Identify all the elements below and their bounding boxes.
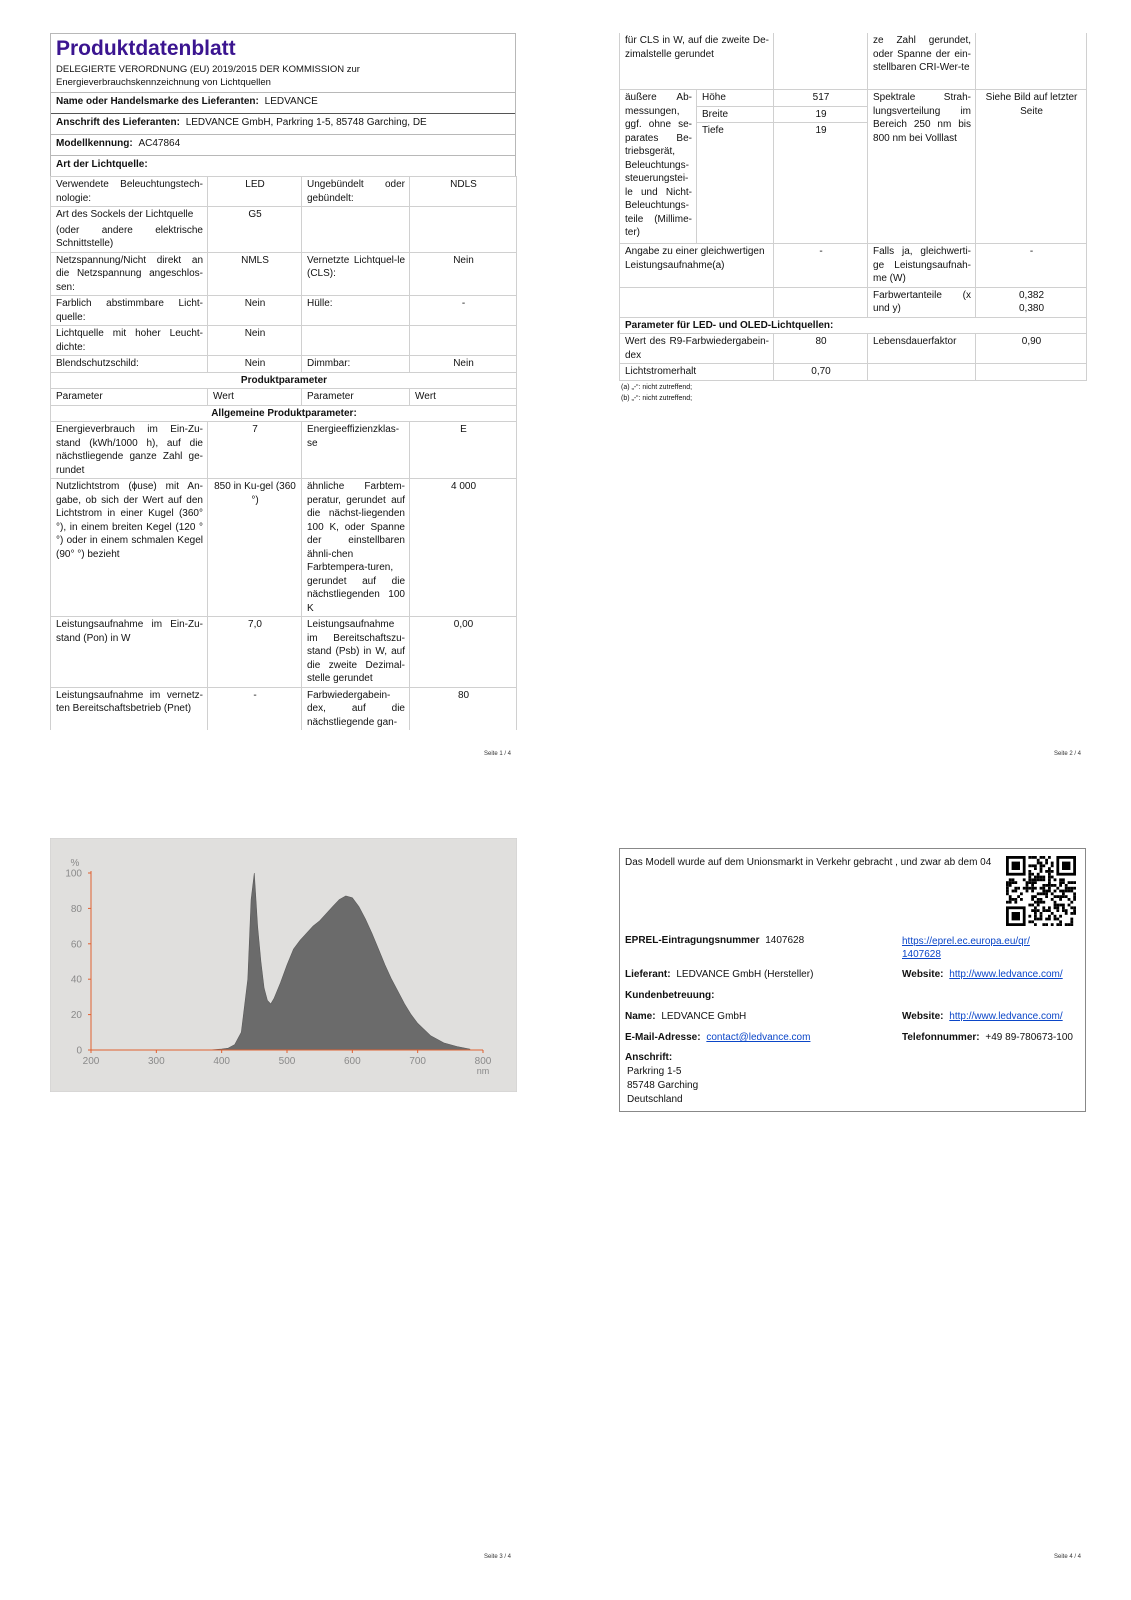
cell	[302, 223, 410, 253]
page-number: Seite 1 / 4	[484, 751, 512, 757]
header-box	[50, 33, 516, 176]
email-link[interactable]: contact@ledvance.com	[706, 1032, 811, 1043]
footnote-a: (a) „-“: nicht zutreffend;	[621, 383, 693, 391]
column-header: Wert	[410, 389, 517, 406]
section-row	[51, 405, 517, 422]
eprel-link[interactable]: https://eprel.ec.europa.eu/qr/1407628	[902, 936, 1030, 960]
anschrift-block	[627, 1065, 698, 1107]
cell: 80	[774, 334, 868, 364]
model-label: Modellkennung:	[56, 138, 133, 149]
cell: Farbwertanteile (x und y)	[868, 287, 976, 317]
page-1	[50, 33, 516, 730]
y-tick-label: 60	[70, 939, 82, 951]
cell: Angabe zu einer gleichwertigen Leistungsaufnahme(a)	[620, 244, 774, 288]
cell: Vernetzte Lichtquel-le (CLS):	[302, 252, 410, 296]
cell: 0,00	[410, 617, 517, 688]
website-label: Website:	[902, 1011, 944, 1022]
cell	[410, 207, 517, 223]
cell: Höhe	[697, 90, 774, 107]
table-row	[620, 244, 1087, 288]
cell: Leistungsaufnahme im vernetz-ten Bereitschaftsbetrieb (Pnet)	[51, 687, 208, 730]
name-value: LEDVANCE GmbH	[661, 1011, 747, 1022]
cell: NDLS	[410, 177, 517, 207]
y-tick-label: 100	[65, 868, 82, 880]
cell	[976, 364, 1087, 381]
cell: -	[976, 244, 1087, 288]
eprel-value: 1407628	[765, 935, 805, 946]
page-number: Seite 2 / 4	[1054, 751, 1082, 757]
page-number: Seite 4 / 4	[1054, 1554, 1082, 1560]
cell: Lichtquelle mit hoher Leucht-dichte:	[51, 326, 208, 356]
cell: Nein	[410, 252, 517, 296]
cell: -	[208, 687, 302, 730]
tel-label: Telefonnummer:	[902, 1032, 980, 1043]
dimensions-label: äußere Ab-messungen, ggf. ohne se-parates Be-triebsgerät, Beleuchtungs-steuerungstei-le und Nicht-Beleuchtungs-teile (Millime-ter)	[620, 90, 697, 244]
x-tick-label: 300	[147, 1056, 165, 1067]
cell: Nein	[208, 356, 302, 373]
website-line-1	[902, 969, 1063, 980]
website-label: Website:	[902, 969, 944, 980]
model-value: AC47864	[138, 138, 181, 149]
cell: 19	[774, 106, 868, 123]
cell: Nutzlichtstrom (ϕuse) mit An-gabe, ob sich der Wert auf den Lichtstrom in einer Kugel (360° °), in einem breiten Kegel (120 °°) oder in einem schmalen Kegel (90° °) bezieht	[51, 479, 208, 617]
cell: ähnliche Farbtem-peratur, gerundet auf die nächst-liegenden 100 K, oder Spanne der einstellbaren ähnli-chen Farbtempera-turen, gerundet auf die nächstliegenden 100 K	[302, 479, 410, 617]
y-tick-label: 20	[70, 1010, 82, 1022]
cell: Farbwiedergabein-dex, auf die nächstliegende gan-	[302, 687, 410, 730]
x-tick-label: 400	[213, 1056, 231, 1067]
allgemeine-heading: Allgemeine Produktparameter:	[51, 405, 517, 422]
table-row	[51, 223, 517, 253]
spectral-value: Siehe Bild auf letzter Seite	[976, 90, 1087, 244]
y-tick-label: 80	[70, 903, 82, 915]
table-row	[620, 33, 1087, 90]
table-row	[51, 252, 517, 296]
cell	[302, 326, 410, 356]
website-line-2	[902, 1011, 1063, 1022]
x-tick-label: 500	[278, 1056, 296, 1067]
cell: G5	[208, 207, 302, 223]
address-label: Anschrift des Lieferanten:	[56, 117, 180, 128]
address-value: LEDVANCE GmbH, Parkring 1-5, 85748 Garching, DE	[185, 117, 427, 128]
address-line	[51, 113, 515, 134]
footnote-b: (b) „-“: nicht zutreffend;	[621, 394, 693, 402]
name-label: Name:	[625, 1011, 656, 1022]
cell	[774, 287, 868, 317]
cell: Leistungsaufnahme im Ein-Zu-stand (Pon) in W	[51, 617, 208, 688]
anschrift-line: Deutschland	[627, 1094, 683, 1105]
anschrift-line: Parkring 1-5	[627, 1066, 682, 1077]
cell: Nein	[208, 296, 302, 326]
cell: LED	[208, 177, 302, 207]
cell: 0,90	[976, 334, 1087, 364]
y-axis-label: %	[70, 858, 80, 869]
cell: ze Zahl gerundet, oder Spanne der ein-stellbaren CRI-Wer-te	[868, 33, 976, 90]
kunden-label: Kundenbetreuung:	[625, 990, 715, 1001]
cell: Wert des R9-Farbwiedergabein-dex	[620, 334, 774, 364]
cell: Farblich abstimmbare Licht-quelle:	[51, 296, 208, 326]
page-4	[619, 848, 1086, 1112]
cell: Lichtstromerhalt	[620, 364, 774, 381]
cell: Nein	[410, 356, 517, 373]
cell: Hülle:	[302, 296, 410, 326]
email-line	[625, 1032, 810, 1043]
cell: Falls ja, gleichwerti-ge Leistungsaufnah-me (W)	[868, 244, 976, 288]
table-row	[51, 296, 517, 326]
table-row	[620, 287, 1087, 317]
table-row	[51, 177, 517, 207]
x-axis-label: nm	[476, 1066, 490, 1076]
page-title: Produktdatenblatt	[56, 37, 236, 60]
cell: 7,0	[208, 617, 302, 688]
cell	[620, 287, 774, 317]
tel-value: +49 89-780673-100	[985, 1032, 1073, 1043]
anschrift-label: Anschrift:	[625, 1052, 673, 1063]
cell: Netzspannung/Nicht direkt an die Netzspannung angeschlos-sen:	[51, 252, 208, 296]
cell: 850 in Ku-gel (360 °)	[208, 479, 302, 617]
cell: für CLS in W, auf die zweite De-zimalstelle gerundet	[620, 33, 774, 90]
column-header: Parameter	[302, 389, 410, 406]
cell: Leistungsaufnahme im Bereitschaftszu-stand (Psb) in W, auf die zweite Dezimal-stelle gerundet	[302, 617, 410, 688]
qr-code-icon	[1006, 856, 1076, 926]
table-row	[51, 687, 517, 730]
led-heading: Parameter für LED- und OLED-Lichtquellen:	[620, 317, 1087, 334]
chart-background	[50, 838, 517, 1092]
cell: Energieeffizienzklas-se	[302, 422, 410, 479]
cell: 517	[774, 90, 868, 107]
y-tick-label: 0	[76, 1045, 82, 1057]
page-2	[619, 33, 1086, 402]
y-tick-label: 40	[70, 974, 82, 986]
cell	[208, 223, 302, 253]
lieferant-value: LEDVANCE GmbH (Hersteller)	[676, 969, 814, 980]
eprel-label: EPREL-Eintragungsnummer	[625, 935, 760, 946]
lightsource-table	[50, 176, 517, 730]
cell: Ungebündelt oder gebündelt:	[302, 177, 410, 207]
header-row	[51, 389, 517, 406]
cell	[774, 33, 868, 90]
cell: E	[410, 422, 517, 479]
table-row	[620, 334, 1087, 364]
cell: Breite	[697, 106, 774, 123]
spectral-label: Spektrale Strah-lungsverteilung im Bereich 250 nm bis 800 nm bei Volllast	[868, 90, 976, 244]
name-line	[625, 1011, 746, 1022]
cell	[410, 326, 517, 356]
lieferant-line	[625, 969, 813, 980]
website-link[interactable]: http://www.ledvance.com/	[949, 1011, 1063, 1022]
section-row	[620, 317, 1087, 334]
cell: 80	[410, 687, 517, 730]
cell: Nein	[208, 326, 302, 356]
tel-line	[902, 1032, 1073, 1043]
market-text: Das Modell wurde auf dem Unionsmarkt in Verkehr gebracht , und zwar ab dem 04	[625, 857, 992, 868]
supplier-label: Name oder Handelsmarke des Lieferanten:	[56, 96, 259, 107]
cell	[302, 207, 410, 223]
cell: NMLS	[208, 252, 302, 296]
supplier-value: LEDVANCE	[264, 96, 318, 107]
cell: -	[774, 244, 868, 288]
x-tick-label: 700	[409, 1056, 427, 1067]
cell: 7	[208, 422, 302, 479]
column-header: Parameter	[51, 389, 208, 406]
cell: Dimmbar:	[302, 356, 410, 373]
cell: (oder andere elektrische Schnittstelle)	[51, 223, 208, 253]
type-heading: Art der Lichtquelle:	[51, 155, 515, 176]
cell: -	[410, 296, 517, 326]
column-header: Wert	[208, 389, 302, 406]
table-row	[620, 90, 1087, 107]
x-tick-label: 800	[474, 1056, 492, 1067]
cell: 0,70	[774, 364, 868, 381]
cell: Lebensdauerfaktor	[868, 334, 976, 364]
website-link[interactable]: http://www.ledvance.com/	[949, 969, 1063, 980]
table-row	[51, 326, 517, 356]
cell	[868, 364, 976, 381]
table-row	[51, 479, 517, 617]
produktparameter-heading: Produktparameter	[51, 372, 517, 389]
cell: 0,382 0,380	[976, 287, 1087, 317]
anschrift-line: 85748 Garching	[627, 1080, 699, 1091]
table-row	[51, 207, 517, 223]
params-table-cont	[619, 33, 1087, 381]
cell: 4 000	[410, 479, 517, 617]
regulation-text: DELEGIERTE VERORDNUNG (EU) 2019/2015 DER KOMMISSION zur Energieverbrauchskennzeichnung von Lichtquellen	[56, 64, 360, 88]
cell	[410, 223, 517, 253]
spectrum-svg	[50, 838, 517, 1092]
cell: Blendschutzschild:	[51, 356, 208, 373]
x-tick-label: 200	[82, 1056, 100, 1067]
supplier-line	[51, 92, 515, 113]
eprel-line	[625, 935, 804, 946]
lieferant-label: Lieferant:	[625, 969, 671, 980]
page-number: Seite 3 / 4	[484, 1554, 512, 1560]
cell: 19	[774, 123, 868, 244]
table-row	[51, 356, 517, 373]
x-tick-label: 600	[343, 1056, 361, 1067]
section-row	[51, 372, 517, 389]
model-line	[51, 134, 515, 155]
table-row	[620, 364, 1087, 381]
cell: Art des Sockels der Lichtquelle	[51, 207, 208, 223]
table-row	[51, 422, 517, 479]
cell: Energieverbrauch im Ein-Zu-stand (kWh/1000 h), auf die nächstliegende ganze Zahl ge-rundet	[51, 422, 208, 479]
cell: Tiefe	[697, 123, 774, 244]
table-row	[51, 617, 517, 688]
spectrum-chart	[50, 838, 517, 1092]
cell	[976, 33, 1087, 90]
email-label: E-Mail-Adresse:	[625, 1032, 701, 1043]
cell: Verwendete Beleuchtungstech-nologie:	[51, 177, 208, 207]
